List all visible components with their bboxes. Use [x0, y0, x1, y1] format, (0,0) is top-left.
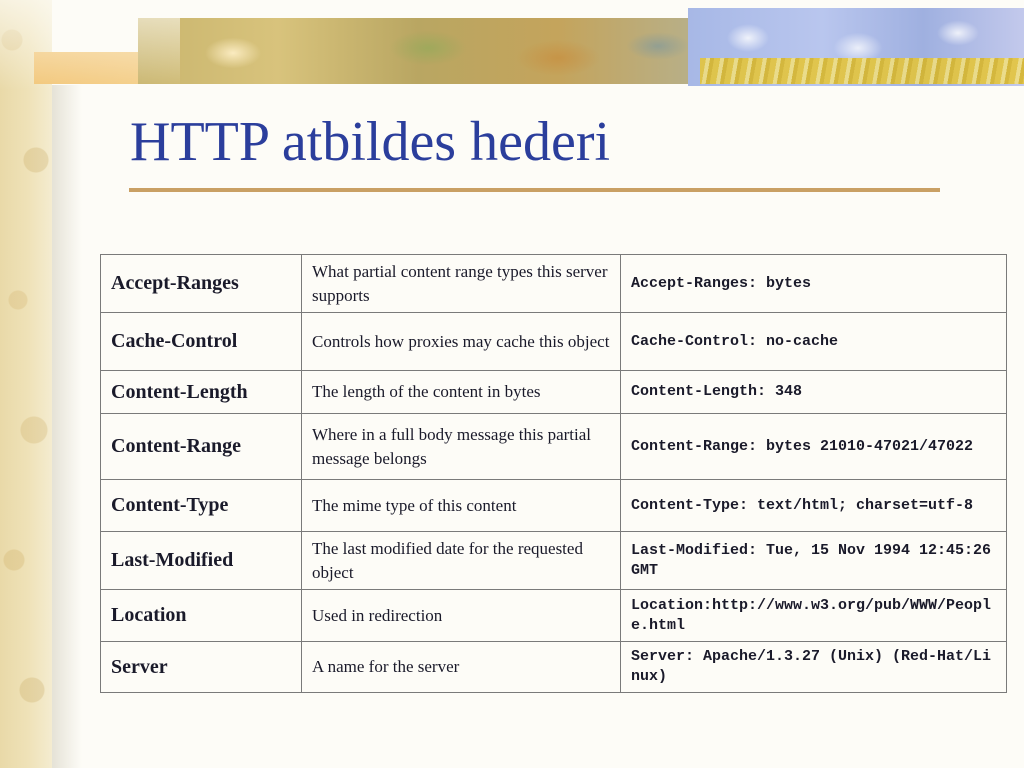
header-example: Content-Length: 348: [621, 371, 1007, 414]
header-name: Content-Length: [101, 371, 302, 414]
table-row: [101, 313, 1007, 371]
header-description: The mime type of this content: [302, 480, 621, 532]
header-name: Server: [101, 642, 302, 693]
title-underline: [129, 188, 940, 192]
header-name: Cache-Control: [101, 313, 302, 371]
header-name: Accept-Ranges: [101, 255, 302, 313]
header-example: Location:http://www.w3.org/pub/WWW/People.html: [621, 590, 1007, 642]
decorative-banner-leaves: [138, 18, 698, 84]
table-row: [101, 371, 1007, 414]
decorative-banner-gold: [700, 58, 1024, 84]
table-row: [101, 414, 1007, 480]
header-description: The length of the content in bytes: [302, 371, 621, 414]
header-example: Cache-Control: no-cache: [621, 313, 1007, 371]
header-description: Controls how proxies may cache this object: [302, 313, 621, 371]
table-row: [101, 642, 1007, 693]
header-description: Where in a full body message this partial message belongs: [302, 414, 621, 480]
header-example: Last-Modified: Tue, 15 Nov 1994 12:45:26 GMT: [621, 532, 1007, 590]
header-name: Content-Range: [101, 414, 302, 480]
table-row: [101, 255, 1007, 313]
response-headers-table: [100, 254, 1007, 693]
decorative-side-shadow: [52, 85, 82, 768]
header-example: Accept-Ranges: bytes: [621, 255, 1007, 313]
header-name: Content-Type: [101, 480, 302, 532]
table-row: [101, 590, 1007, 642]
header-description: The last modified date for the requested object: [302, 532, 621, 590]
header-example: Content-Type: text/html; charset=utf-8: [621, 480, 1007, 532]
slide-title: HTTP atbildes hederi: [130, 111, 611, 173]
header-name: Last-Modified: [101, 532, 302, 590]
header-example: Content-Range: bytes 21010-47021/47022: [621, 414, 1007, 480]
header-description: A name for the server: [302, 642, 621, 693]
table-row: [101, 532, 1007, 590]
table-row: [101, 480, 1007, 532]
decorative-side-strip: [0, 0, 52, 768]
header-name: Location: [101, 590, 302, 642]
header-description: What partial content range types this server supports: [302, 255, 621, 313]
header-description: Used in redirection: [302, 590, 621, 642]
decorative-fade: [0, 0, 180, 90]
header-example: Server: Apache/1.3.27 (Unix) (Red-Hat/Linux): [621, 642, 1007, 693]
